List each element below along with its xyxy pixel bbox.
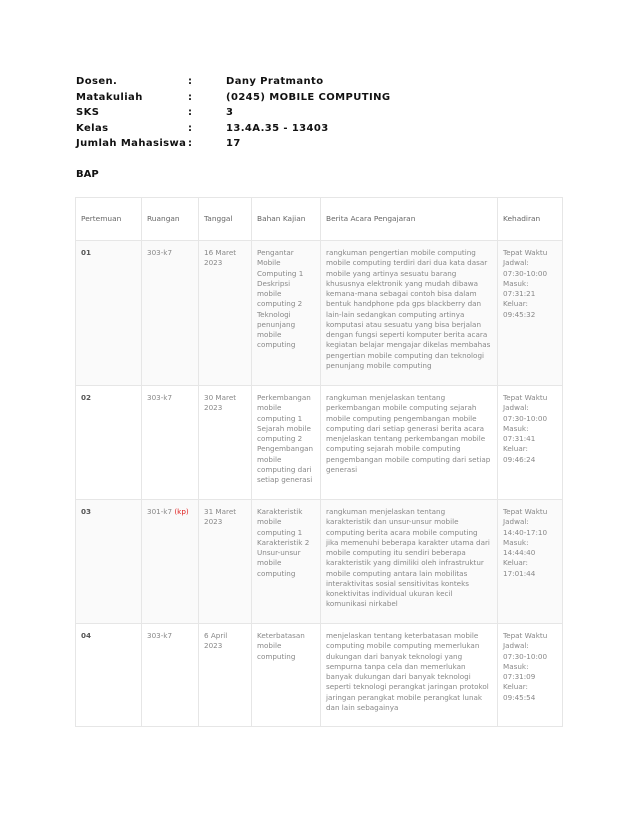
masuk-value: 14:44:40 bbox=[503, 548, 536, 557]
jadwal-label: Jadwal: bbox=[503, 517, 529, 527]
jadwal-value: 14:40-17:10 bbox=[503, 527, 548, 537]
table-header-row bbox=[76, 198, 563, 241]
keluar-label: Keluar: bbox=[503, 299, 528, 309]
info-row-kelas bbox=[76, 123, 391, 139]
keluar-label: Keluar: bbox=[503, 444, 528, 454]
jadwal-label: Jadwal: bbox=[503, 403, 529, 413]
cell-ruangan bbox=[142, 500, 199, 624]
cell-tanggal: 16 Maret 2023 bbox=[199, 241, 252, 386]
header-bahan-kajian: Bahan Kajian bbox=[252, 198, 321, 241]
cell-pertemuan: 01 bbox=[76, 241, 142, 386]
info-separator: : bbox=[188, 138, 193, 149]
attendance-status: Tepat Waktu bbox=[503, 248, 548, 257]
jadwal-value: 07:30-10:00 bbox=[503, 413, 548, 423]
header-pertemuan: Pertemuan bbox=[76, 198, 142, 241]
jadwal-label: Jadwal: bbox=[503, 258, 529, 268]
masuk-value: 07:31:41 bbox=[503, 434, 536, 443]
keluar-value: 09:45:54 bbox=[503, 692, 536, 702]
info-value: 13.4A.35 - 13403 bbox=[226, 122, 329, 134]
cell-bahan-kajian: Keterbatasan mobile computing bbox=[252, 624, 321, 727]
table-row bbox=[76, 500, 563, 624]
masuk-label: Masuk: bbox=[503, 537, 529, 547]
cell-tanggal: 30 Maret 2023 bbox=[199, 386, 252, 500]
info-row-jumlah-mahasiswa bbox=[76, 138, 391, 154]
masuk-label: Masuk: bbox=[503, 661, 529, 671]
info-label: Jumlah Mahasiswa bbox=[76, 138, 187, 149]
masuk-value: 07:31:09 bbox=[503, 672, 536, 681]
info-row-dosen bbox=[76, 76, 391, 92]
cell-berita-acara: rangkuman menjelaskan tentang karakteristik dan unsur-unsur mobile computing berita acara mobile computing jika memenuhi beberapa karakter utama dari mobile computing itu sendiri beberapa karakteristik yang dimiliki oleh infrastruktur mobile computing antara lain mobilitas interaktivitas sosial sensitivitas konteks konektivitas individual ukuran kecil komunikasi nirkabel bbox=[321, 500, 498, 624]
masuk-label: Masuk: bbox=[503, 278, 529, 288]
jadwal-label: Jadwal: bbox=[503, 641, 529, 651]
info-label: SKS bbox=[76, 107, 100, 118]
keluar-value: 09:45:32 bbox=[503, 309, 536, 319]
info-label: Kelas bbox=[76, 122, 109, 134]
ruangan-text: 303-k7 bbox=[147, 393, 173, 402]
info-row-matakuliah bbox=[76, 92, 391, 108]
course-info bbox=[76, 76, 391, 154]
ruangan-tag: (kp) bbox=[174, 507, 189, 516]
cell-tanggal: 31 Maret 2023 bbox=[199, 500, 252, 624]
cell-berita-acara: menjelaskan tentang keterbatasan mobile computing mobile computing memerlukan dukungan dari banyak teknologi yang sempurna tanpa cela dan memerlukan banyak dukungan dari banyak teknologi seperti teknologi perangkat jaringan protokol jaringan perangkat mobile perangkat lunak dan lain sebagainya bbox=[321, 624, 498, 727]
keluar-value: 17:01:44 bbox=[503, 568, 536, 578]
ruangan-text: 301-k7 bbox=[147, 507, 173, 516]
cell-bahan-kajian: Pengantar Mobile Computing 1 Deskripsi mobile computing 2 Teknologi penunjang mobile computing bbox=[252, 241, 321, 386]
info-value: (0245) MOBILE COMPUTING bbox=[226, 91, 391, 103]
info-value: 17 bbox=[226, 138, 241, 149]
section-title: BAP bbox=[76, 169, 99, 180]
cell-kehadiran bbox=[498, 241, 563, 386]
cell-pertemuan: 02 bbox=[76, 386, 142, 500]
cell-ruangan bbox=[142, 624, 199, 727]
masuk-label: Masuk: bbox=[503, 423, 529, 433]
cell-pertemuan: 03 bbox=[76, 500, 142, 624]
attendance-status: Tepat Waktu bbox=[503, 507, 548, 516]
header-kehadiran: Kehadiran bbox=[498, 198, 563, 241]
cell-pertemuan: 04 bbox=[76, 624, 142, 727]
info-label: Matakuliah bbox=[76, 91, 143, 103]
cell-bahan-kajian: Karakteristik mobile computing 1 Karakteristik 2 Unsur-unsur mobile computing bbox=[252, 500, 321, 624]
info-label: Dosen. bbox=[76, 76, 118, 87]
bap-table bbox=[75, 197, 563, 727]
info-separator: : bbox=[188, 91, 193, 103]
info-value: Dany Pratmanto bbox=[226, 76, 324, 87]
cell-ruangan bbox=[142, 386, 199, 500]
info-separator: : bbox=[188, 122, 193, 134]
jadwal-value: 07:30-10:00 bbox=[503, 651, 548, 661]
cell-ruangan bbox=[142, 241, 199, 386]
header-tanggal: Tanggal bbox=[199, 198, 252, 241]
keluar-value: 09:46:24 bbox=[503, 454, 536, 464]
masuk-value: 07:31:21 bbox=[503, 289, 536, 298]
info-row-sks bbox=[76, 107, 391, 123]
cell-kehadiran bbox=[498, 500, 563, 624]
info-separator: : bbox=[188, 107, 193, 118]
table-row bbox=[76, 241, 563, 386]
cell-kehadiran bbox=[498, 624, 563, 727]
table-row bbox=[76, 624, 563, 727]
header-berita-acara: Berita Acara Pengajaran bbox=[321, 198, 498, 241]
cell-bahan-kajian: Perkembangan mobile computing 1 Sejarah mobile computing 2 Pengembangan mobile computing dari setiap generasi bbox=[252, 386, 321, 500]
attendance-status: Tepat Waktu bbox=[503, 631, 548, 640]
header-ruangan: Ruangan bbox=[142, 198, 199, 241]
cell-kehadiran bbox=[498, 386, 563, 500]
ruangan-text: 303-k7 bbox=[147, 248, 173, 257]
info-separator: : bbox=[188, 76, 193, 87]
cell-tanggal: 6 April 2023 bbox=[199, 624, 252, 727]
keluar-label: Keluar: bbox=[503, 558, 528, 568]
table-row bbox=[76, 386, 563, 500]
cell-berita-acara: rangkuman pengertian mobile computing mobile computing terdiri dari dua kata dasar mobile yang artinya sesuatu barang khususnya elektronik yang mudah dibawa kemana-mana sebagai contoh bisa dalam bentuk handphone pda gps blackberry dan lain-lain sedangkan computing artinya komputasi atau sesuatu yang bisa berjalan dengan fungsi seperti komputer berita acara kegiatan belajar mengajar dikelas membahas pengertian mobile computing dan teknologi penunjang mobile computing bbox=[321, 241, 498, 386]
attendance-status: Tepat Waktu bbox=[503, 393, 548, 402]
ruangan-text: 303-k7 bbox=[147, 631, 173, 640]
cell-berita-acara: rangkuman menjelaskan tentang perkembangan mobile computing sejarah mobile computing pengembangan mobile computing dari setiap generasi berita acara menjelaskan tentang perkembangan mobile computing sejarah mobile computing pengembangan mobile computing dari setiap generasi bbox=[321, 386, 498, 500]
jadwal-value: 07:30-10:00 bbox=[503, 268, 548, 278]
keluar-label: Keluar: bbox=[503, 682, 528, 692]
info-value: 3 bbox=[226, 107, 234, 118]
